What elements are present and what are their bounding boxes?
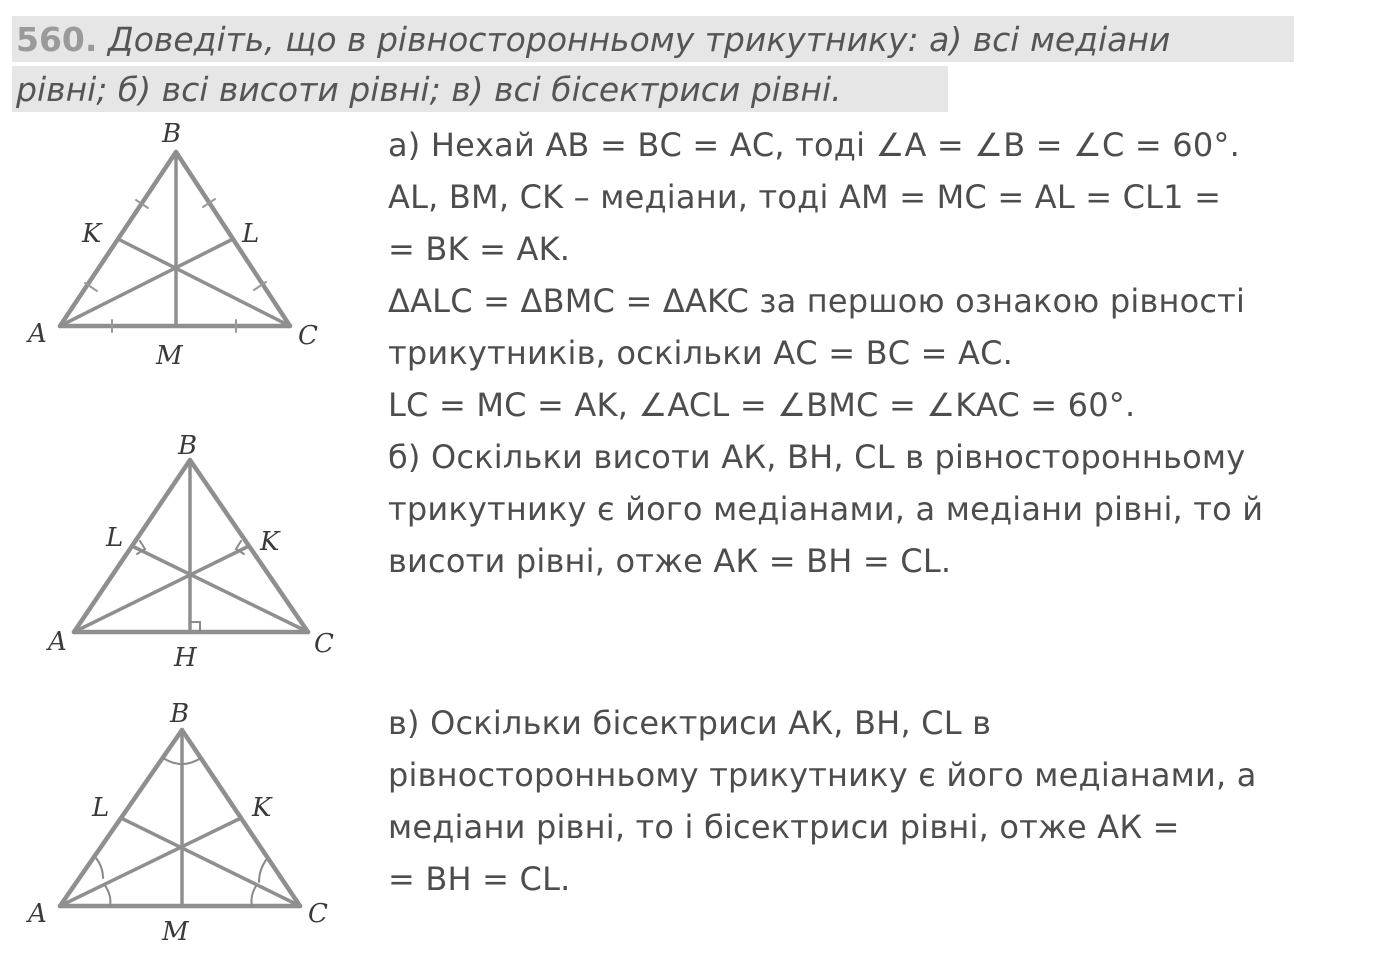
part-c-line-2: рівносторонньому трикутнику є його медіанами, а: [388, 756, 1257, 794]
part-a-line-2: AL, BM, CK – медіани, тоді АМ = МС = AL = CL1 =: [388, 178, 1222, 216]
problem-number: 560.: [16, 20, 98, 59]
point-label-m: M: [162, 917, 189, 947]
part-a-line-4: ΔALC = ΔBMC = ΔAKC за першою ознакою рівності: [388, 282, 1246, 320]
vertex-label-c: C: [308, 899, 328, 929]
part-a-line-5: трикутників, оскільки АС = ВС = АС.: [388, 334, 1014, 372]
part-a-line-6: LC = MC = AK, ∠ACL = ∠BMC = ∠KAC = 60°.: [388, 386, 1136, 424]
part-b-line-3: висоти рівні, отже АК = ВН = CL.: [388, 542, 952, 580]
point-label-h: H: [174, 643, 197, 673]
part-c-line-3: медіани рівні, то і бісектриси рівні, отже АК =: [388, 808, 1180, 846]
part-a-line-1: а) Нехай АВ = ВС = АС, тоді ∠A = ∠B = ∠C = 60°.: [388, 126, 1240, 164]
vertex-label-c: C: [314, 629, 334, 659]
vertex-label-b: B: [178, 431, 198, 461]
vertex-label-a: A: [48, 627, 67, 657]
part-c-line-4: = BH = CL.: [388, 860, 571, 898]
part-b-line-2: трикутнику є його медіанами, а медіани рівні, то й: [388, 490, 1264, 528]
angle-arc-a: [96, 858, 103, 878]
vertex-label-a: A: [28, 899, 47, 929]
point-label-l: L: [92, 793, 110, 823]
problem-statement-text-1: Доведіть, що в рівносторонньому трикутнику: а) всі медіани: [107, 20, 1171, 59]
part-b-line-1: б) Оскільки висоти АК, ВН, CL в рівносторонньому: [388, 438, 1246, 476]
vertex-label-b: B: [162, 119, 182, 149]
angle-arc-a: [104, 884, 110, 906]
part-c-line-1: в) Оскільки бісектриси АК, ВН, CL в: [388, 704, 992, 742]
point-label-l: L: [106, 523, 124, 553]
point-label-m: M: [156, 341, 183, 371]
vertex-label-a: A: [28, 319, 47, 349]
problem-statement-line-2: рівні; б) всі висоти рівні; в) всі бісектриси рівні.: [16, 70, 842, 109]
vertex-label-c: C: [298, 321, 318, 351]
point-label-l: L: [242, 219, 260, 249]
angle-arc-c: [259, 860, 266, 882]
point-label-k: K: [260, 527, 280, 557]
vertex-label-b: B: [170, 699, 190, 729]
angle-arc-c: [252, 886, 257, 906]
point-label-k: K: [82, 219, 102, 249]
part-a-line-3: = BK = AK.: [388, 230, 571, 268]
point-label-k: K: [252, 793, 272, 823]
